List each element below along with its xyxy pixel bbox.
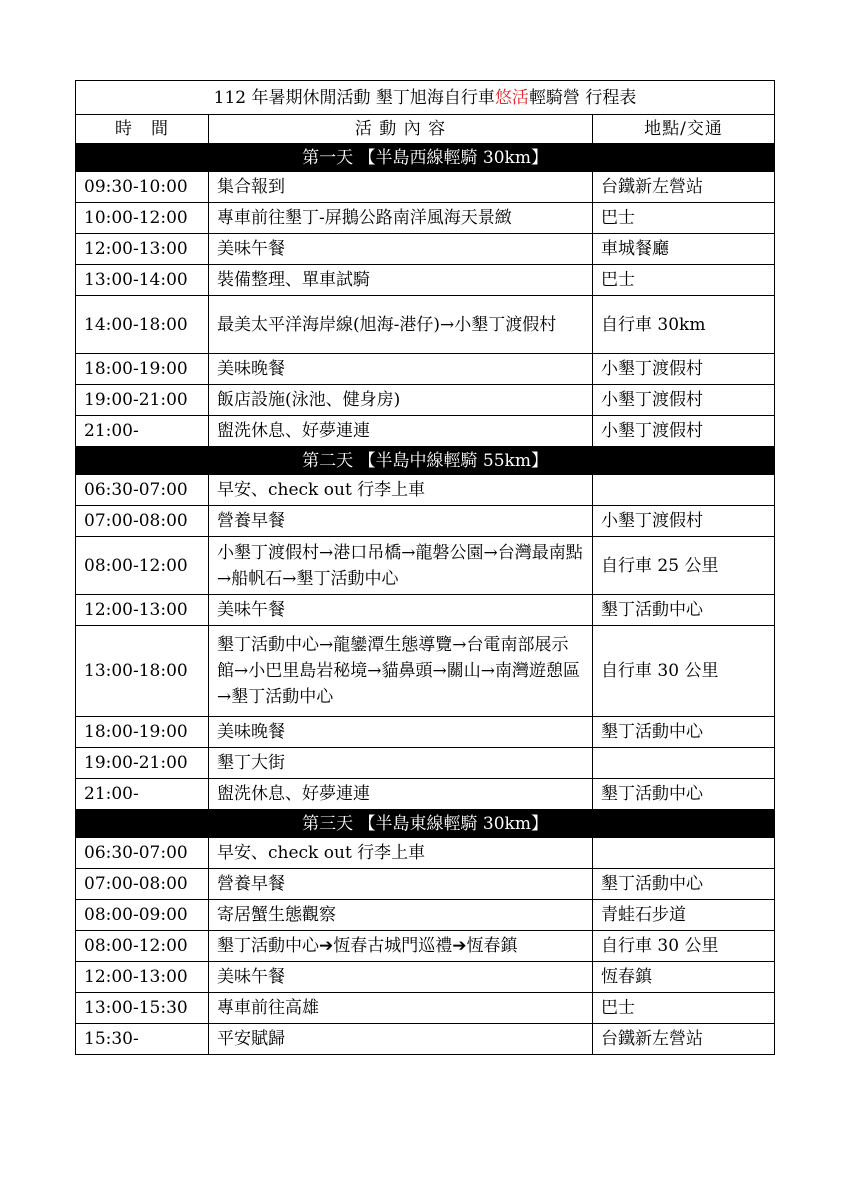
activity-cell: 裝備整理、單車試騎 xyxy=(209,265,593,296)
itinerary-table xyxy=(75,80,775,1055)
time-cell: 06:30-07:00 xyxy=(76,838,209,869)
table-row xyxy=(76,779,775,810)
time-cell: 18:00-19:00 xyxy=(76,354,209,385)
table-row xyxy=(76,506,775,537)
location-cell: 恆春鎮 xyxy=(593,962,775,993)
activity-cell: 墾丁大街 xyxy=(209,748,593,779)
table-row xyxy=(76,717,775,748)
time-cell: 07:00-08:00 xyxy=(76,869,209,900)
time-cell: 06:30-07:00 xyxy=(76,475,209,506)
location-cell: 巴士 xyxy=(593,993,775,1024)
activity-cell: 小墾丁渡假村→港口吊橋→龍磐公園→台灣最南點→船帆石→墾丁活動中心 xyxy=(209,537,593,595)
time-cell: 19:00-21:00 xyxy=(76,748,209,779)
location-cell: 小墾丁渡假村 xyxy=(593,506,775,537)
activity-cell: 早安、check out 行李上車 xyxy=(209,838,593,869)
activity-cell: 盥洗休息、好夢連連 xyxy=(209,416,593,447)
location-cell: 自行車 30 公里 xyxy=(593,931,775,962)
table-row xyxy=(76,595,775,626)
location-cell: 青蛙石步道 xyxy=(593,900,775,931)
location-cell: 車城餐廳 xyxy=(593,234,775,265)
table-row xyxy=(76,475,775,506)
location-cell xyxy=(593,838,775,869)
time-cell: 21:00- xyxy=(76,779,209,810)
table-row xyxy=(76,993,775,1024)
activity-cell: 飯店設施(泳池、健身房) xyxy=(209,385,593,416)
location-cell xyxy=(593,748,775,779)
location-cell: 台鐵新左營站 xyxy=(593,172,775,203)
table-row xyxy=(76,626,775,717)
time-cell: 18:00-19:00 xyxy=(76,717,209,748)
day-3-header xyxy=(76,810,775,838)
activity-cell: 寄居蟹生態觀察 xyxy=(209,900,593,931)
time-cell: 12:00-13:00 xyxy=(76,595,209,626)
location-cell: 墾丁活動中心 xyxy=(593,779,775,810)
location-cell: 墾丁活動中心 xyxy=(593,595,775,626)
time-cell: 13:00-14:00 xyxy=(76,265,209,296)
table-row xyxy=(76,265,775,296)
time-cell: 08:00-12:00 xyxy=(76,537,209,595)
day-2-header xyxy=(76,447,775,475)
location-cell: 小墾丁渡假村 xyxy=(593,354,775,385)
location-cell: 自行車 25 公里 xyxy=(593,537,775,595)
time-cell: 14:00-18:00 xyxy=(76,296,209,354)
time-cell: 21:00- xyxy=(76,416,209,447)
day-title: 第二天 【半島中線輕騎 55km】 xyxy=(76,447,775,475)
header-location: 地點/交通 xyxy=(593,115,775,144)
time-cell: 08:00-09:00 xyxy=(76,900,209,931)
activity-cell: 營養早餐 xyxy=(209,869,593,900)
location-cell: 墾丁活動中心 xyxy=(593,869,775,900)
time-cell: 13:00-15:30 xyxy=(76,993,209,1024)
time-cell: 07:00-08:00 xyxy=(76,506,209,537)
time-cell: 08:00-12:00 xyxy=(76,931,209,962)
table-row xyxy=(76,296,775,354)
table-row xyxy=(76,748,775,779)
location-cell: 小墾丁渡假村 xyxy=(593,416,775,447)
location-cell: 自行車 30km xyxy=(593,296,775,354)
table-row xyxy=(76,385,775,416)
time-cell: 13:00-18:00 xyxy=(76,626,209,717)
day-title: 第三天 【半島東線輕騎 30km】 xyxy=(76,810,775,838)
activity-cell: 專車前往墾丁-屏鵝公路南洋風海天景緻 xyxy=(209,203,593,234)
activity-cell: 美味晚餐 xyxy=(209,354,593,385)
location-cell: 自行車 30 公里 xyxy=(593,626,775,717)
table-row xyxy=(76,1024,775,1055)
activity-cell: 美味午餐 xyxy=(209,234,593,265)
table-row xyxy=(76,838,775,869)
activity-cell: 集合報到 xyxy=(209,172,593,203)
location-cell: 巴士 xyxy=(593,203,775,234)
table-row xyxy=(76,354,775,385)
activity-cell: 最美太平洋海岸線(旭海-港仔)→小墾丁渡假村 xyxy=(209,296,593,354)
location-cell xyxy=(593,475,775,506)
location-cell: 台鐵新左營站 xyxy=(593,1024,775,1055)
activity-cell: 專車前往高雄 xyxy=(209,993,593,1024)
day-1-header xyxy=(76,144,775,172)
activity-cell: 美味晚餐 xyxy=(209,717,593,748)
activity-cell: 墾丁活動中心→龍鑾潭生態導覽→台電南部展示館→小巴里島岩秘境→貓鼻頭→關山→南灣遊憩區→墾丁活動中心 xyxy=(209,626,593,717)
table-row xyxy=(76,931,775,962)
table-row xyxy=(76,962,775,993)
title-row xyxy=(76,81,775,115)
location-cell: 墾丁活動中心 xyxy=(593,717,775,748)
header-activity: 活 動 內 容 xyxy=(209,115,593,144)
time-cell: 15:30- xyxy=(76,1024,209,1055)
activity-cell: 墾丁活動中心➔恆春古城門巡禮➔恆春鎮 xyxy=(209,931,593,962)
header-time: 時 間 xyxy=(76,115,209,144)
activity-cell: 早安、check out 行李上車 xyxy=(209,475,593,506)
activity-cell: 美味午餐 xyxy=(209,962,593,993)
activity-cell: 盥洗休息、好夢連連 xyxy=(209,779,593,810)
time-cell: 12:00-13:00 xyxy=(76,234,209,265)
time-cell: 12:00-13:00 xyxy=(76,962,209,993)
day-title: 第一天 【半島西線輕騎 30km】 xyxy=(76,144,775,172)
table-row xyxy=(76,900,775,931)
table-row xyxy=(76,537,775,595)
table-row xyxy=(76,203,775,234)
table-row xyxy=(76,172,775,203)
title-highlight: 悠活 xyxy=(494,87,529,108)
table-row xyxy=(76,234,775,265)
header-row xyxy=(76,115,775,144)
activity-cell: 美味午餐 xyxy=(209,595,593,626)
page-title: 112 年暑期休閒活動 墾丁旭海自行車悠活輕騎營 行程表 xyxy=(76,81,775,115)
activity-cell: 平安賦歸 xyxy=(209,1024,593,1055)
location-cell: 巴士 xyxy=(593,265,775,296)
time-cell: 09:30-10:00 xyxy=(76,172,209,203)
table-row xyxy=(76,416,775,447)
time-cell: 19:00-21:00 xyxy=(76,385,209,416)
location-cell: 小墾丁渡假村 xyxy=(593,385,775,416)
activity-cell: 營養早餐 xyxy=(209,506,593,537)
time-cell: 10:00-12:00 xyxy=(76,203,209,234)
table-row xyxy=(76,869,775,900)
